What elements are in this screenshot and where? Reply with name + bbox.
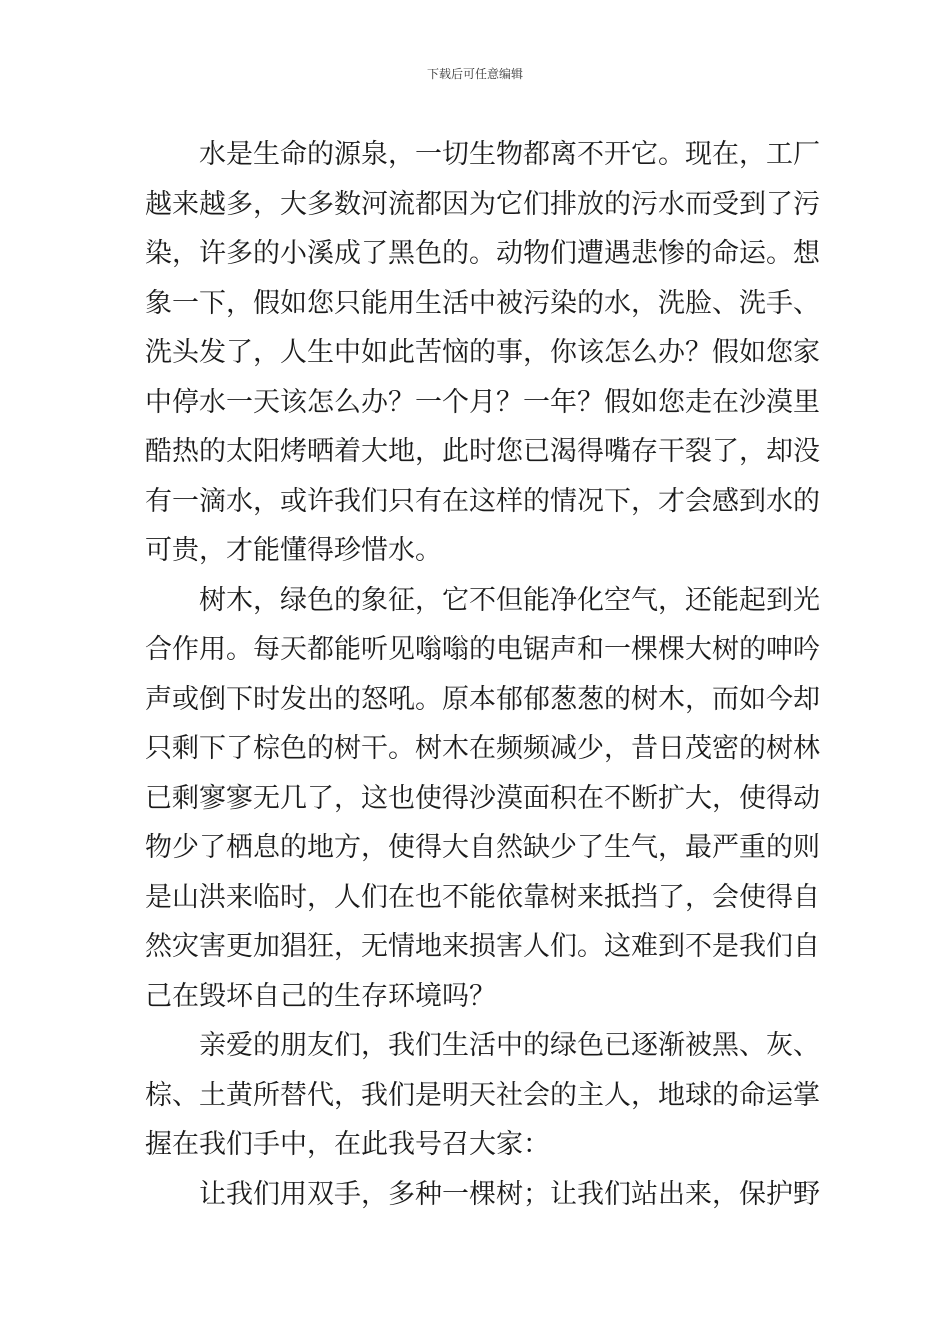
paragraph-3-line-2: 棕、土黄所替代，我们是明天社会的主人，地球的命运掌 [145,1079,820,1111]
paragraph-2-line-9: 己在毁坏自己的生存环境吗？ [145,980,496,1012]
page-header: 下载后可任意编辑 [426,67,523,81]
paragraph-1-line-8: 有一滴水，或许我们只有在这样的情况下，才会感到水的 [145,485,820,517]
paragraph-1-line-2: 越来越多，大多数河流都因为它们排放的污水而受到了污 [145,188,820,220]
paragraph-1-line-1: 水是生命的源泉，一切生物都离不开它。现在，工厂 [199,139,820,170]
paragraph-2-line-6: 物少了栖息的地方，使得大自然缺少了生气，最严重的则 [145,832,820,863]
paragraph-2-line-1: 树木，绿色的象征，它不但能净化空气，还能起到光 [199,584,820,616]
paragraph-4-line-1: 让我们用双手，多种一棵树；让我们站出来，保护野 [199,1178,820,1210]
paragraph-1-line-4: 象一下，假如您只能用生活中被污染的水，洗脸、洗手、 [145,287,820,319]
paragraph-1-line-3: 染，许多的小溪成了黑色的。动物们遭遇悲惨的命运。想 [145,238,820,269]
paragraph-2-line-2: 合作用。每天都能听见嗡嗡的电锯声和一棵棵大树的呻吟 [145,634,820,665]
paragraph-2-line-7: 是山洪来临时，人们在也不能依靠树来抵挡了，会使得自 [145,881,820,913]
paragraph-2-line-5: 已剩寥寥无几了，这也使得沙漠面积在不断扩大，使得动 [145,782,820,814]
paragraph-2-line-4: 只剩下了棕色的树干。树木在频频减少，昔日茂密的树林 [145,733,820,764]
paragraph-1-line-7: 酷热的太阳烤晒着大地，此时您已渴得嘴存干裂了，却没 [145,436,820,467]
paragraph-2-line-3: 声或倒下时发出的怒吼。原本郁郁葱葱的树木，而如今却 [145,683,820,715]
document-body [145,130,820,1219]
paragraph-3-line-3: 握在我们手中，在此我号召大家： [145,1129,550,1160]
paragraph-1-line-5: 洗头发了，人生中如此苦恼的事，你该怎么办？假如您家 [145,337,820,368]
paragraph-1-line-9: 可贵，才能懂得珍惜水。 [145,535,442,566]
paragraph-2-line-8: 然灾害更加猖狂，无情地来损害人们。这难到不是我们自 [145,931,820,962]
paragraph-3-line-1: 亲爱的朋友们，我们生活中的绿色已逐渐被黑、灰、 [199,1030,820,1061]
paragraph-1-line-6: 中停水一天该怎么办？一个月？一年？假如您走在沙漠里 [145,386,820,418]
